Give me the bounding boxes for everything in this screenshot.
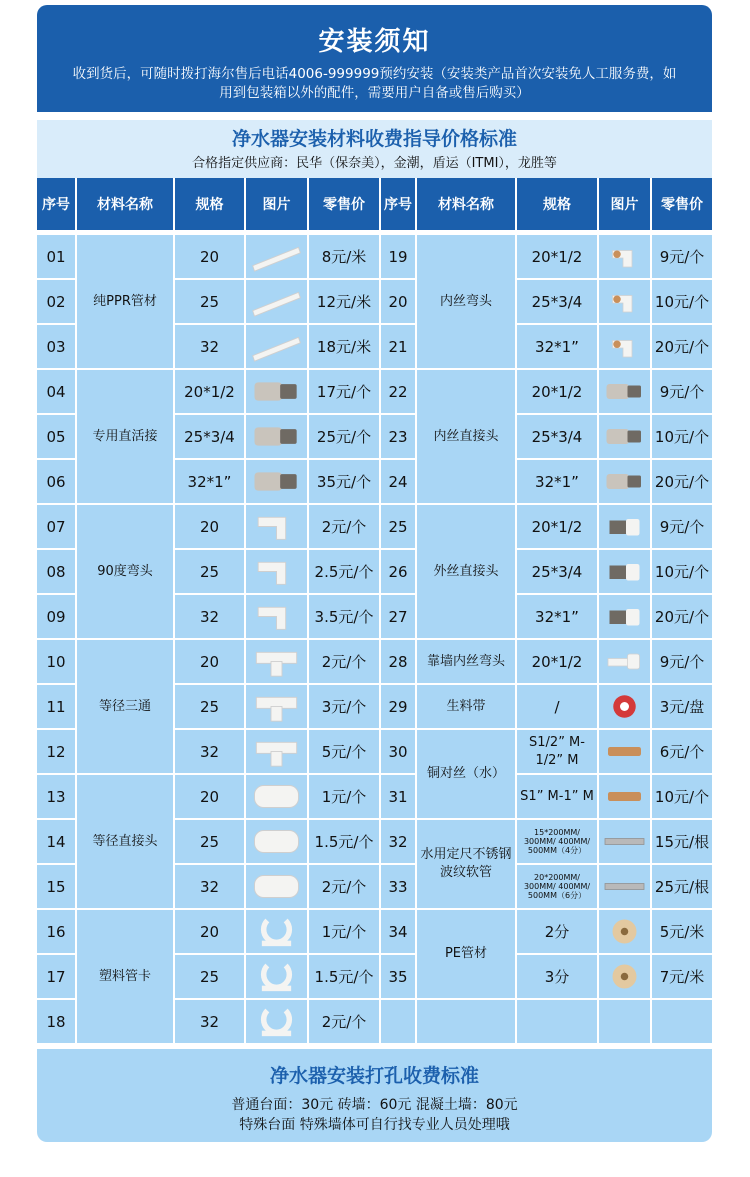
- brass-nipple-image: [599, 775, 650, 818]
- notice-text: 收到货后，可随时拨打海尔售后电话4006-999999预约安装（安装类产品首次安装免人工服务费，如用到包装箱以外的配件，需要用户自备或售后购买）: [72, 66, 677, 101]
- column-header: 图片: [599, 178, 650, 230]
- coupling-image: [246, 820, 307, 863]
- elbow-image: [246, 505, 307, 548]
- item-spec: 32: [175, 865, 244, 908]
- item-price: 2元/个: [309, 640, 379, 683]
- item-number: 33: [381, 865, 415, 908]
- item-number: 04: [37, 370, 75, 413]
- column-header: 零售价: [652, 178, 712, 230]
- column-header: 图片: [246, 178, 307, 230]
- steel-hose-image: [599, 820, 650, 863]
- column-header: 规格: [175, 178, 244, 230]
- item-price: 8元/米: [309, 235, 379, 278]
- pricing-title: 净水器安装材料收费指导价格标准: [231, 128, 517, 150]
- item-spec: 20: [175, 775, 244, 818]
- column-header: 序号: [381, 178, 415, 230]
- column-header: 零售价: [309, 178, 379, 230]
- item-price: 20元/个: [652, 325, 712, 368]
- item-price: 10元/个: [652, 415, 712, 458]
- column-header: 材料名称: [417, 178, 515, 230]
- item-spec: 20*200MM/ 300MM/ 400MM/ 500MM（6分）: [517, 865, 597, 908]
- item-number: 15: [37, 865, 75, 908]
- item-spec: 25: [175, 685, 244, 728]
- item-number: 08: [37, 550, 75, 593]
- material-name: 等径三通: [77, 640, 173, 773]
- item-spec: 20*1/2: [517, 640, 597, 683]
- item-spec: 25: [175, 820, 244, 863]
- item-price: 5元/个: [309, 730, 379, 773]
- item-number: 07: [37, 505, 75, 548]
- drilling-prices: 普通台面：30元 砖墙：60元 混凝土墙：80元: [231, 1097, 518, 1113]
- item-price: 1元/个: [309, 775, 379, 818]
- item-spec: 20*1/2: [517, 235, 597, 278]
- material-name: 内丝弯头: [417, 235, 515, 368]
- item-spec: 25: [175, 955, 244, 998]
- item-spec: /: [517, 685, 597, 728]
- female-elbow-image: [599, 325, 650, 368]
- item-price: 2.5元/个: [309, 550, 379, 593]
- item-number: 05: [37, 415, 75, 458]
- ppr-pipe-image: [246, 280, 307, 323]
- tee-image: [246, 730, 307, 773]
- empty-cell: [652, 1000, 712, 1043]
- item-spec: 32*1”: [175, 460, 244, 503]
- notice-title: 安装须知: [318, 27, 431, 57]
- item-spec: 32: [175, 325, 244, 368]
- coupling-image: [246, 865, 307, 908]
- pipe-clip-image: [246, 910, 307, 953]
- item-spec: 32*1”: [517, 460, 597, 503]
- item-number: 19: [381, 235, 415, 278]
- item-number: 13: [37, 775, 75, 818]
- install-notice-header: [37, 5, 712, 112]
- item-spec: 32: [175, 595, 244, 638]
- item-number: 30: [381, 730, 415, 773]
- material-name: 内丝直接头: [417, 370, 515, 503]
- item-price: 3.5元/个: [309, 595, 379, 638]
- item-spec: 32: [175, 730, 244, 773]
- item-number: 20: [381, 280, 415, 323]
- union-fitting-image: [246, 460, 307, 503]
- material-name: 纯PPR管材: [77, 235, 173, 368]
- item-spec: S1” M-1” M: [517, 775, 597, 818]
- item-number: 10: [37, 640, 75, 683]
- female-coupling-image: [599, 370, 650, 413]
- item-price: 15元/根: [652, 820, 712, 863]
- female-elbow-image: [599, 235, 650, 278]
- material-name: 外丝直接头: [417, 505, 515, 638]
- item-number: 29: [381, 685, 415, 728]
- item-number: 21: [381, 325, 415, 368]
- item-price: 2元/个: [309, 505, 379, 548]
- item-price: 3元/个: [309, 685, 379, 728]
- female-coupling-image: [599, 460, 650, 503]
- item-price: 2元/个: [309, 865, 379, 908]
- pe-pipe-image: [599, 910, 650, 953]
- item-number: 01: [37, 235, 75, 278]
- item-spec: 32: [175, 1000, 244, 1043]
- pe-pipe-image: [599, 955, 650, 998]
- item-spec: 25: [175, 280, 244, 323]
- column-header: 材料名称: [77, 178, 173, 230]
- item-price: 9元/个: [652, 505, 712, 548]
- item-spec: 32*1”: [517, 325, 597, 368]
- ppr-pipe-image: [246, 325, 307, 368]
- male-coupling-image: [599, 550, 650, 593]
- item-number: 14: [37, 820, 75, 863]
- material-name: 靠墙内丝弯头: [417, 640, 515, 683]
- item-spec: 25*3/4: [517, 415, 597, 458]
- ppr-pipe-image: [246, 235, 307, 278]
- item-number: 35: [381, 955, 415, 998]
- item-price: 1.5元/个: [309, 820, 379, 863]
- male-coupling-image: [599, 595, 650, 638]
- item-number: 34: [381, 910, 415, 953]
- wall-elbow-image: [599, 640, 650, 683]
- item-spec: 20*1/2: [175, 370, 244, 413]
- item-spec: 3分: [517, 955, 597, 998]
- tee-image: [246, 640, 307, 683]
- material-name: 塑料管卡: [77, 910, 173, 1043]
- elbow-image: [246, 550, 307, 593]
- item-spec: 20: [175, 505, 244, 548]
- item-spec: 25: [175, 550, 244, 593]
- ptfe-tape-image: [599, 685, 650, 728]
- item-price: 5元/米: [652, 910, 712, 953]
- item-spec: 20*1/2: [517, 370, 597, 413]
- item-number: 06: [37, 460, 75, 503]
- divider: [37, 112, 712, 120]
- item-spec: 20*1/2: [517, 505, 597, 548]
- item-price: 1元/个: [309, 910, 379, 953]
- item-price: 9元/个: [652, 235, 712, 278]
- pipe-clip-image: [246, 955, 307, 998]
- item-price: 7元/米: [652, 955, 712, 998]
- item-price: 25元/根: [652, 865, 712, 908]
- column-header: 规格: [517, 178, 597, 230]
- item-price: 20元/个: [652, 460, 712, 503]
- item-spec: S1/2” M-1/2” M: [517, 730, 597, 773]
- item-number: 09: [37, 595, 75, 638]
- empty-cell: [517, 1000, 597, 1043]
- item-number: 02: [37, 280, 75, 323]
- union-fitting-image: [246, 370, 307, 413]
- price-sheet: [37, 5, 712, 1142]
- empty-cell: [381, 1000, 415, 1043]
- item-spec: 32*1”: [517, 595, 597, 638]
- item-number: 11: [37, 685, 75, 728]
- item-price: 6元/个: [652, 730, 712, 773]
- material-name: 90度弯头: [77, 505, 173, 638]
- female-coupling-image: [599, 415, 650, 458]
- item-spec: 25*3/4: [517, 550, 597, 593]
- item-number: 28: [381, 640, 415, 683]
- male-coupling-image: [599, 505, 650, 548]
- item-number: 32: [381, 820, 415, 863]
- item-price: 17元/个: [309, 370, 379, 413]
- item-price: 10元/个: [652, 775, 712, 818]
- item-spec: 2分: [517, 910, 597, 953]
- item-number: 03: [37, 325, 75, 368]
- item-number: 27: [381, 595, 415, 638]
- item-spec: 20: [175, 910, 244, 953]
- item-number: 31: [381, 775, 415, 818]
- drilling-note: 特殊台面 特殊墙体可自行找专业人员处理哦: [239, 1117, 510, 1133]
- item-number: 23: [381, 415, 415, 458]
- empty-cell: [599, 1000, 650, 1043]
- item-price: 3元/盘: [652, 685, 712, 728]
- item-number: 25: [381, 505, 415, 548]
- item-spec: 20: [175, 640, 244, 683]
- item-spec: 15*200MM/ 300MM/ 400MM/ 500MM（4分）: [517, 820, 597, 863]
- pipe-clip-image: [246, 1000, 307, 1043]
- item-price: 12元/米: [309, 280, 379, 323]
- item-price: 2元/个: [309, 1000, 379, 1043]
- item-price: 1.5元/个: [309, 955, 379, 998]
- material-name: 等径直接头: [77, 775, 173, 908]
- tee-image: [246, 685, 307, 728]
- material-name: 专用直活接: [77, 370, 173, 503]
- elbow-image: [246, 595, 307, 638]
- item-number: 16: [37, 910, 75, 953]
- female-elbow-image: [599, 280, 650, 323]
- item-number: 22: [381, 370, 415, 413]
- item-price: 10元/个: [652, 550, 712, 593]
- item-price: 25元/个: [309, 415, 379, 458]
- item-number: 18: [37, 1000, 75, 1043]
- item-number: 24: [381, 460, 415, 503]
- material-name: 水用定尺不锈钢波纹软管: [417, 820, 515, 908]
- item-spec: 25*3/4: [175, 415, 244, 458]
- item-number: 17: [37, 955, 75, 998]
- union-fitting-image: [246, 415, 307, 458]
- item-spec: 20: [175, 235, 244, 278]
- material-name: 铜对丝（水）: [417, 730, 515, 818]
- item-number: 26: [381, 550, 415, 593]
- item-price: 9元/个: [652, 640, 712, 683]
- column-header: 序号: [37, 178, 75, 230]
- item-spec: 25*3/4: [517, 280, 597, 323]
- material-name: 生料带: [417, 685, 515, 728]
- supplier-list: 合格指定供应商：民华（保奈美），金潮，盾运（ITMI），龙胜等: [192, 156, 557, 171]
- item-number: 12: [37, 730, 75, 773]
- coupling-image: [246, 775, 307, 818]
- drilling-title: 净水器安装打孔收费标准: [269, 1065, 479, 1087]
- item-price: 35元/个: [309, 460, 379, 503]
- steel-hose-image: [599, 865, 650, 908]
- empty-cell: [417, 1000, 515, 1043]
- pricing-heading: [37, 120, 712, 178]
- brass-nipple-image: [599, 730, 650, 773]
- drilling-section: [37, 1049, 712, 1142]
- material-name: PE管材: [417, 910, 515, 998]
- item-price: 18元/米: [309, 325, 379, 368]
- item-price: 20元/个: [652, 595, 712, 638]
- item-price: 10元/个: [652, 280, 712, 323]
- item-price: 9元/个: [652, 370, 712, 413]
